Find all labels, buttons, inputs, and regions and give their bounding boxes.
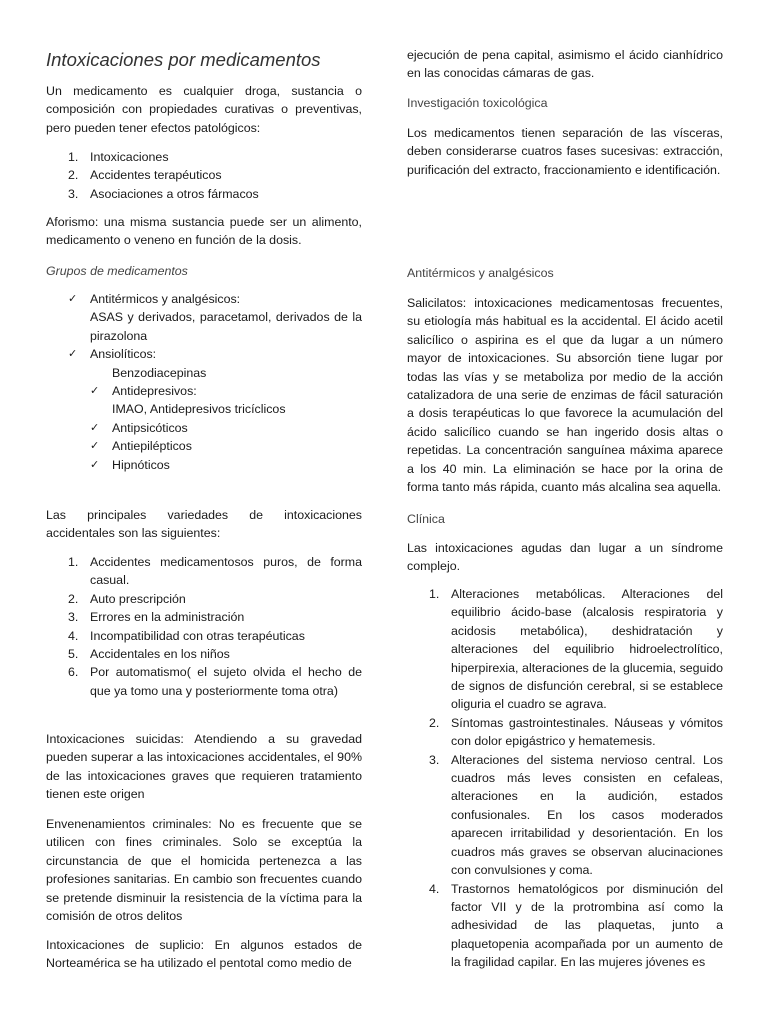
salicilatos-paragraph: Salicilatos: intoxicaciones medicamentosas frecuentes, su etiología más habitual es la accidental. El ácido acetil salicílico o aspirina es el que da lugar a un número mayor de intoxicaciones. Su absorción tiene lugar por todas las vías y se metaboliza por medio de la acción catalizadora de una serie de enzimas de fácil saturación a dosis terapéuticas lo que favorece la acumulación del ácido salicílico cuando se han ingerido dosis altas o repetidas. La concentración sanguínea máxima aparece a los 40 min. La eliminación se hace por la orina de forma tanto más rápida, cuanto más alcalina sea aquella. (407, 296, 723, 495)
list-item: ✓ Antidepresivos: (46, 382, 362, 400)
list-item: 2. Síntomas gastrointestinales. Náuseas y vómitos con dolor epigástrico y hematemesis. (429, 715, 723, 749)
types-list (46, 148, 362, 203)
variedades-intro: Las principales variedades de intoxicaciones accidentales son las siguientes: (46, 508, 362, 541)
list-item-detail: Benzodiacepinas (112, 365, 207, 380)
list-item: ✓ Hipnóticos (46, 456, 362, 474)
list-item-detail: IMAO, Antidepresivos tricíclicos (112, 402, 286, 417)
suplicio-paragraph: Intoxicaciones de suplicio: En algunos estados de Norteamérica se ha utilizado el pentotal como medio de (46, 938, 362, 971)
grupos-heading: Grupos de medicamentos (46, 264, 188, 278)
antitermicos-heading: Antitérmicos y analgésicos (407, 266, 554, 280)
list-item: 1. Accidentes medicamentosos puros, de forma casual. (68, 555, 362, 588)
clinica-intro: Las intoxicaciones agudas dan lugar a un síndrome complejo. (407, 541, 723, 574)
list-item-detail: ASAS y derivados, paracetamol, derivados de la pirazolona (90, 310, 362, 343)
list-item: ✓ Antitérmicos y analgésicos: (46, 290, 362, 308)
clinica-list (407, 585, 723, 972)
check-icon: ✓ (90, 385, 100, 398)
list-item: 2. Auto prescripción (68, 591, 186, 606)
investigacion-heading: Investigación toxicológica (407, 96, 548, 110)
list-item: 5. Accidentales en los niños (68, 647, 230, 662)
intro-paragraph: Un medicamento es cualquier droga, sustancia o composición con propiedades curativas o preventivas, pero pueden tener efectos patológicos: (46, 84, 362, 135)
check-icon: ✓ (90, 458, 100, 471)
investigacion-paragraph: Los medicamentos tienen separación de las vísceras, deben considerarse cuatros fases sucesivas: extracción, purificación del extracto, fraccionamiento e identificación. (407, 126, 723, 177)
list-item: 3. Errores en la administración (68, 610, 245, 625)
list-item: 4. Incompatibilidad con otras terapéuticas (68, 628, 305, 643)
check-icon: ✓ (68, 293, 78, 305)
list-item: ✓ Antipsicóticos (46, 419, 362, 437)
page-title: Intoxicaciones por medicamentos (46, 49, 321, 70)
check-icon: ✓ (90, 421, 100, 434)
list-item: ✓ Antiepilépticos (46, 437, 362, 455)
list-item: 6. Por automatismo( el sujeto olvida el hecho de que ya tomo una y posteriormente toma otra) (68, 665, 362, 698)
check-icon: ✓ (90, 440, 100, 453)
suicidas-paragraph: Intoxicaciones suicidas: Atendiendo a su gravedad pueden superar a las intoxicaciones accidentales, el 90% de las intoxicaciones graves que requieren tratamiento tienen este origen (46, 732, 362, 802)
list-item: ✓ Ansiolíticos: (46, 345, 362, 363)
list-item: 4. Trastornos hematológicos por disminución del factor VII y de la protrombina así como la adhesividad de las plaquetas, junto a plaquetopenia acompañada por un aumento de la fragilidad capilar. En las mujeres jóvenes es (429, 881, 723, 970)
check-icon: ✓ (68, 348, 78, 361)
list-item: 3. Asociaciones a otros fármacos (68, 186, 259, 201)
grupos-list (46, 290, 362, 474)
list-item: 1. Alteraciones metabólicas. Alteraciones del equilibrio ácido-base (alcalosis respiratoria y acidosis metabólica), deshidratación y alteraciones del equilibrio hidroelectrolítico, hiperpirexia, alteraciones de la glucemia, seguido de signos de disfunción cerebral, si se establece oliguria el cuadro se agrava. (429, 587, 723, 712)
aforismo-paragraph: Aforismo: una misma sustancia puede ser un alimento, medicamento o veneno en función de la dosis. (46, 215, 362, 248)
criminales-paragraph: Envenenamientos criminales: No es frecuente que se utilicen con fines criminales. Solo se exceptúa la circunstancia de que el homicida pertenezca a las profesiones sanitarias. En cambio son frecuentes cuando se pretende disminuir la resistencia de la víctima para la comisión de otros delitos (46, 817, 362, 924)
list-item: 1. Intoxicaciones (68, 150, 169, 164)
variedades-list (46, 553, 362, 700)
list-item: 3. Alteraciones del sistema nervioso central. Los cuadros más leves consisten en cefaleas, alteraciones en la audición, estados confusionales. En los casos moderados aparecen irritabilidad y desorientación. En los cuadros más graves se observan alucinaciones con convulsiones y coma. (429, 752, 723, 878)
clinica-heading: Clínica (407, 512, 445, 526)
continuation-paragraph: ejecución de pena capital, asimismo el ácido cianhídrico en las conocidas cámaras de gas. (407, 48, 723, 81)
list-item: 2. Accidentes terapéuticos (68, 168, 222, 183)
